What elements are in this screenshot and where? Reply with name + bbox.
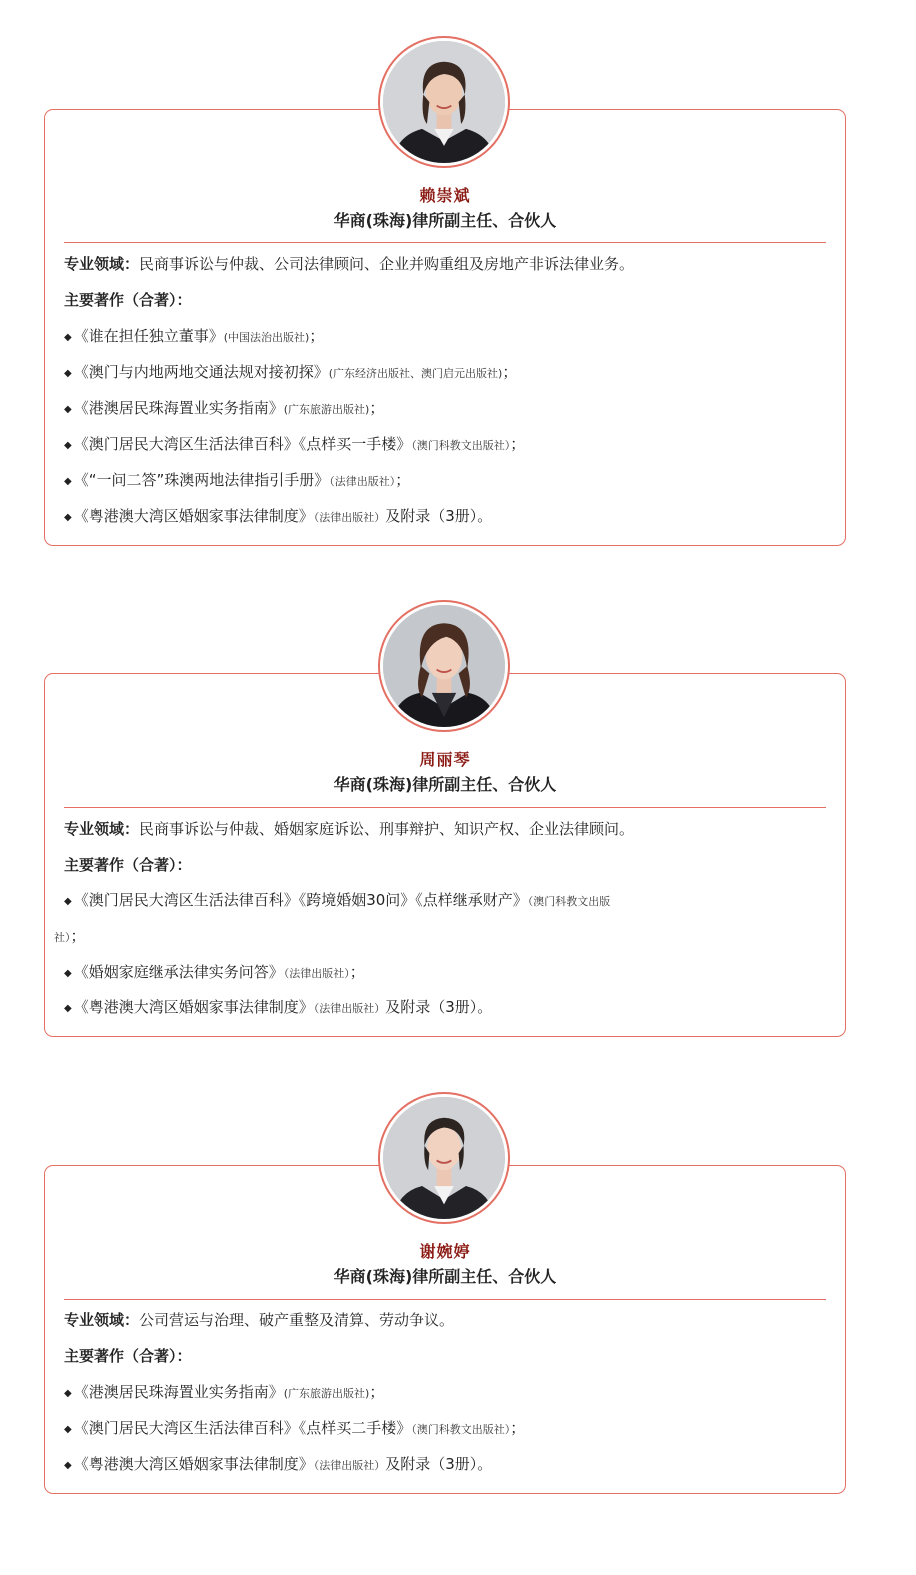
work-item: [64, 1418, 826, 1441]
work-item: [64, 434, 826, 457]
work-suffix: ；: [70, 927, 86, 945]
work-suffix: ；: [510, 1419, 526, 1437]
works-heading: [64, 855, 826, 875]
work-title: 《澳门居民大湾区生活法律百科》《跨境婚姻30问》《点样继承财产》: [73, 891, 528, 909]
work-publisher: (广东旅游出版社): [283, 1387, 370, 1400]
work-title: 《粤港澳大湾区婚姻家事法律制度》: [73, 998, 314, 1016]
divider: [64, 242, 826, 243]
work-item: [64, 362, 826, 385]
profile-name: 周丽琴: [419, 750, 471, 769]
profile-title: 华商(珠海)律所副主任、合伙人: [333, 211, 557, 230]
work-suffix: ；: [395, 471, 411, 489]
work-suffix: ；: [502, 363, 518, 381]
avatar: [378, 600, 510, 732]
diamond-bullet-icon: ◆: [64, 332, 72, 343]
expertise-text: 民商事诉讼与仲裁、公司法律顾问、企业并购重组及房地产非诉法律业务。: [139, 255, 635, 273]
work-publisher: (广东经济出版社、澳门启元出版社): [328, 367, 503, 380]
work-item: [64, 506, 826, 529]
works-label: 主要著作（合著）：: [64, 291, 192, 309]
diamond-bullet-icon: ◆: [64, 1460, 72, 1471]
diamond-bullet-icon: ◆: [64, 440, 72, 451]
diamond-bullet-icon: ◆: [64, 1388, 72, 1399]
work-publisher: （法律出版社）: [313, 511, 386, 524]
work-title: 《澳门居民大湾区生活法律百科》《点样买一手楼》: [73, 435, 412, 453]
work-publisher: （法律出版社）: [283, 967, 350, 980]
expertise-text: 民商事诉讼与仲裁、婚姻家庭诉讼、刑事辩护、知识产权、企业法律顾问。: [139, 820, 635, 838]
work-suffix: ；: [309, 327, 325, 345]
work-item: [64, 997, 826, 1020]
work-title: 《澳门居民大湾区生活法律百科》《点样买二手楼》: [73, 1419, 412, 1437]
expertise-line: [64, 254, 826, 274]
divider: [64, 1299, 826, 1300]
work-publisher: (中国法治出版社): [223, 331, 310, 344]
work-suffix: 及附录（3册）。: [385, 1455, 493, 1473]
work-suffix: ；: [369, 1383, 385, 1401]
work-publisher: 社）: [54, 931, 71, 944]
work-publisher: (广东旅游出版社): [283, 403, 370, 416]
expertise-line: [64, 1310, 826, 1330]
diamond-bullet-icon: ◆: [64, 368, 72, 379]
avatar: [378, 1092, 510, 1224]
work-item: [64, 962, 826, 985]
work-publisher: （澳门科教文出版社）: [411, 439, 511, 452]
work-publisher: （法律出版社）: [329, 475, 396, 488]
work-item: [64, 398, 826, 421]
portrait-photo: [383, 1097, 505, 1219]
profile-name: 谢婉婷: [419, 1242, 471, 1261]
work-suffix: ；: [510, 435, 526, 453]
work-suffix: 及附录（3册）。: [385, 507, 493, 525]
portrait-photo: [383, 605, 505, 727]
avatar: [378, 36, 510, 168]
work-item: [64, 1454, 826, 1477]
work-item: [64, 326, 826, 349]
work-item: [64, 470, 826, 493]
work-title: 《谁在担任独立董事》: [73, 327, 224, 345]
work-title: 《港澳居民珠海置业实务指南》: [73, 399, 284, 417]
portrait-photo: [383, 41, 505, 163]
diamond-bullet-icon: ◆: [64, 968, 72, 979]
work-suffix: ；: [349, 963, 365, 981]
works-heading: [64, 290, 826, 310]
work-publisher: （法律出版社）: [313, 1002, 386, 1015]
work-title: 《粤港澳大湾区婚姻家事法律制度》: [73, 507, 314, 525]
diamond-bullet-icon: ◆: [64, 1003, 72, 1014]
diamond-bullet-icon: ◆: [64, 512, 72, 523]
work-publisher: （法律出版社）: [313, 1459, 386, 1472]
work-title: 《“一问二答”珠澳两地法律指引手册》: [73, 471, 330, 489]
profile-name: 赖崇斌: [419, 186, 471, 205]
diamond-bullet-icon: ◆: [64, 896, 72, 907]
expertise-label: 专业领域：: [64, 255, 140, 273]
expertise-label: 专业领域：: [64, 1311, 140, 1329]
work-publisher: （澳门科教文出版社）: [411, 1423, 511, 1436]
diamond-bullet-icon: ◆: [64, 476, 72, 487]
work-suffix: ；: [369, 399, 385, 417]
divider: [64, 807, 826, 808]
works-heading: [64, 1346, 826, 1366]
work-suffix: 及附录（3册）。: [385, 998, 493, 1016]
work-title: 《婚姻家庭继承法律实务问答》: [73, 963, 284, 981]
profile-title: 华商(珠海)律所副主任、合伙人: [333, 1267, 557, 1286]
profile-title: 华商(珠海)律所副主任、合伙人: [333, 775, 557, 794]
diamond-bullet-icon: ◆: [64, 1424, 72, 1435]
work-publisher: （澳门科教文出版: [527, 895, 611, 908]
expertise-label: 专业领域：: [64, 820, 140, 838]
work-title: 《港澳居民珠海置业实务指南》: [73, 1383, 284, 1401]
expertise-text: 公司营运与治理、破产重整及清算、劳动争议。: [139, 1311, 455, 1329]
works-label: 主要著作（合著）：: [64, 856, 192, 874]
expertise-line: [64, 819, 826, 839]
work-item-continuation: [54, 926, 826, 948]
work-title: 《澳门与内地两地交通法规对接初探》: [73, 363, 329, 381]
work-item: [64, 1382, 826, 1405]
work-item: [64, 890, 826, 913]
works-label: 主要著作（合著）：: [64, 1347, 192, 1365]
work-title: 《粤港澳大湾区婚姻家事法律制度》: [73, 1455, 314, 1473]
diamond-bullet-icon: ◆: [64, 404, 72, 415]
